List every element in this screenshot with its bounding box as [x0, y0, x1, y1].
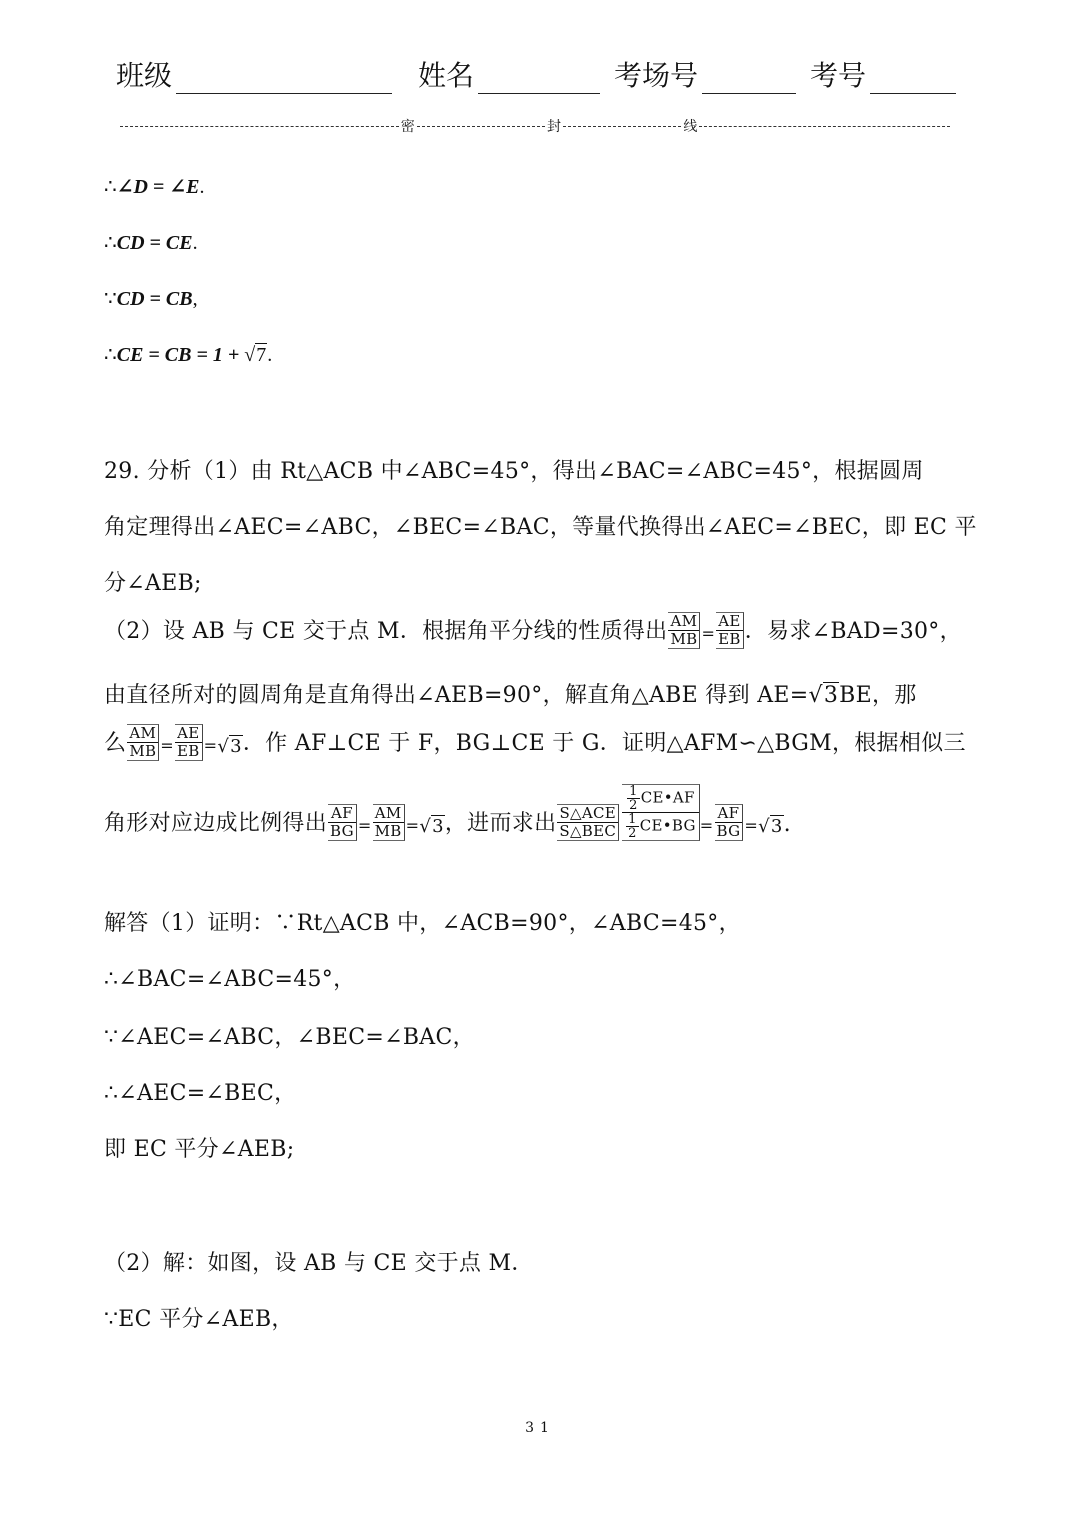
- analysis-line-3: 分∠AEB;: [104, 571, 202, 596]
- fraction-ae-eb: $\frac{AE}{EB}$: [716, 612, 744, 649]
- exam-number-field: [810, 54, 956, 94]
- answer-line-5: 即 EC 平分∠AEB;: [104, 1137, 295, 1162]
- class-label: 班级: [116, 59, 173, 92]
- analysis-line-2: 角定理得出∠AEC=∠ABC，∠BEC=∠BAC，等量代换得出∠AEC=∠BEC，即 EC 平: [104, 515, 977, 540]
- exam-room-field: [614, 54, 796, 94]
- answer2-line-1: （2）解：如图，设 AB 与 CE 交于点 M．: [104, 1251, 534, 1276]
- fraction-am-mb: $\frac{AM}{MB}$: [668, 612, 700, 649]
- class-blank: [176, 67, 392, 94]
- answer2-line-2: ∵EC 平分∠AEB，: [104, 1307, 294, 1332]
- exam-room-label: 考场号: [614, 59, 699, 92]
- name-blank: [478, 67, 600, 94]
- sqrt-7: √7: [244, 344, 267, 366]
- seal-mi: 密: [400, 119, 415, 135]
- exam-room-blank: [702, 67, 796, 94]
- proof-line-3: ∵CD = CB,: [104, 288, 198, 310]
- part2-line-1: （2）设 AB 与 CE 交于点 M．根据角平分线的性质得出 $\frac{AM}{MB}$ = $\frac{AE}{EB}$ ．易求∠BAD=30°，: [104, 612, 962, 648]
- seal-line: [118, 116, 952, 136]
- name-field: [418, 54, 600, 94]
- part2-line-3: 么 $\frac{AM}{MB}$ = $\frac{AE}{EB}$ = √3 ．作 AF⊥CE 于 F，BG⊥CE 于 G．证明△AFM∽△BGM，根据相似三: [104, 724, 966, 760]
- exam-number-label: 考号: [810, 59, 867, 92]
- part2-line-2: 由直径所对的圆周角是直角得出∠AEB=90°，解直角△ABE 得到 AE=√3BE，那: [104, 683, 917, 708]
- seal-feng: 封: [547, 119, 562, 135]
- answer-line-2: ∴∠BAC=∠ABC=45°，: [104, 967, 356, 992]
- proof-line-1: ∴∠D = ∠E.: [104, 176, 205, 198]
- analysis-line-1: 29. 分析（1）由 Rt△ACB 中∠ABC=45°，得出∠BAC=∠ABC=45°，根据圆周: [104, 459, 924, 484]
- page-number: 31: [525, 1420, 555, 1436]
- answer-line-1: 解答（1）证明：∵Rt△ACB 中，∠ACB=90°，∠ABC=45°，: [104, 911, 741, 936]
- name-label: 姓名: [418, 59, 475, 92]
- proof-line-4: ∴CE = CB = 1 + √7.: [104, 344, 273, 366]
- fraction-area-ratio: $\frac{\text{S△ACE}}{\text{S△BEC}}$: [557, 804, 619, 841]
- exam-number-blank: [870, 67, 956, 94]
- answer-line-3: ∵∠AEC=∠ABC，∠BEC=∠BAC，: [104, 1025, 475, 1050]
- class-field: [116, 54, 392, 94]
- proof-line-2: ∴CD = CE.: [104, 232, 198, 254]
- fraction-half-products: $\frac{1}{2}$ CE•AF $\frac{1}{2}$ CE•BG: [622, 784, 700, 841]
- seal-xian: 线: [683, 119, 698, 135]
- part2-line-4: 角形对应边成比例得出 $\frac{AF}{BG}$ = $\frac{AM}{MB}$ = √3 ，进而求出 $\frac{\text{S△ACE}}{\text{S△BEC}}$ $\frac{1}{2}$ CE•AF $\frac{1}{2}$ CE•BG = $\frac{AF}{BG}$ = √3 .: [104, 784, 791, 841]
- answer-line-4: ∴∠AEC=∠BEC，: [104, 1081, 297, 1106]
